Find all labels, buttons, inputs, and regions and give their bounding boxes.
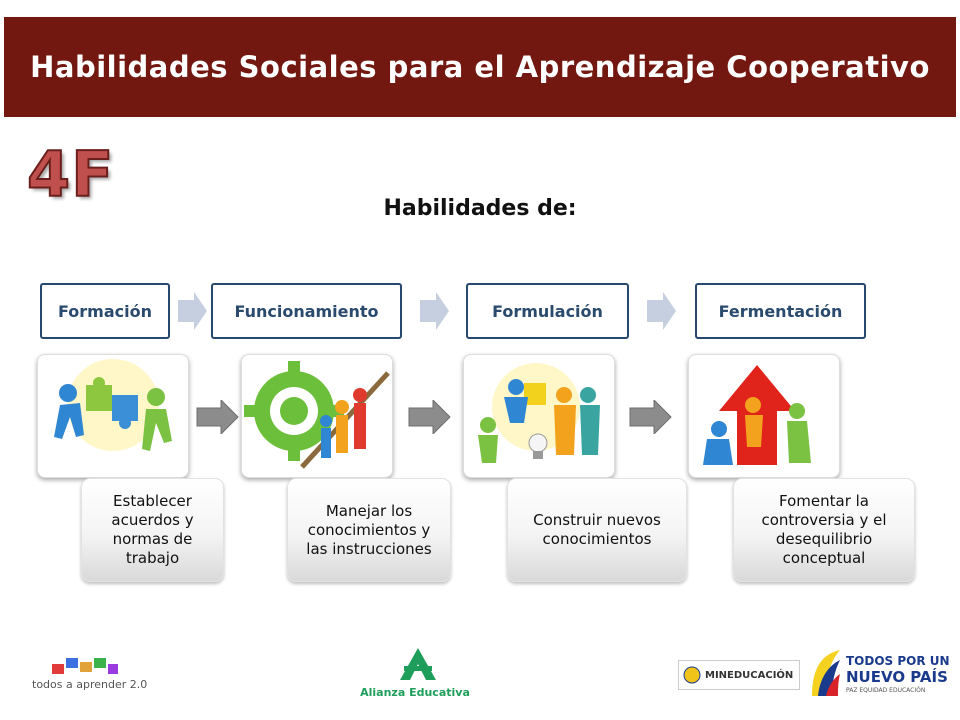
- page-title: Habilidades Sociales para el Aprendizaje Cooperativo: [30, 49, 930, 84]
- chevron-right-icon: [645, 292, 677, 330]
- arrow-right-icon: [195, 400, 239, 434]
- description-fermentacion: Fomentar la controversia y el desequilibrio conceptual: [733, 478, 915, 582]
- mineducacion-logo: [678, 660, 800, 690]
- alianza-educativa-logo: [360, 646, 470, 702]
- logo-center-text: Alianza Educativa: [360, 686, 470, 699]
- growth-arrow-illustration: [688, 354, 840, 478]
- team-ideas-illustration: [463, 354, 615, 478]
- logo-right-1-text: MINEDUCACIÓN: [705, 669, 794, 681]
- gear-figures-illustration: [241, 354, 393, 478]
- todos-a-aprender-logo: [32, 654, 148, 702]
- stage-formacion: Formación: [40, 283, 170, 339]
- stage-funcionamiento: Funcionamiento: [211, 283, 402, 339]
- logo-right-2c-text: PAZ EQUIDAD EDUCACIÓN: [846, 687, 926, 694]
- description-formulacion: Construir nuevos conocimientos: [507, 478, 687, 582]
- puzzle-teamwork-illustration: [37, 354, 189, 478]
- description-funcionamiento: Manejar los conocimientos y las instrucciones: [287, 478, 451, 582]
- todos-por-un-nuevo-pais-logo: [808, 648, 950, 700]
- arrow-right-icon: [407, 400, 451, 434]
- logo-left-text: todos a aprender 2.0: [32, 678, 148, 691]
- chevron-right-icon: [176, 292, 208, 330]
- logo-right-2b-text: NUEVO PAÍS: [846, 668, 948, 686]
- logo-right-2a-text: TODOS POR UN: [846, 654, 950, 668]
- stage-formulacion: Formulación: [466, 283, 629, 339]
- stage-fermentacion: Fermentación: [695, 283, 866, 339]
- 4f-badge: 4F: [27, 138, 115, 211]
- description-formacion: Establecer acuerdos y normas de trabajo: [81, 478, 224, 582]
- arrow-right-icon: [628, 400, 672, 434]
- title-banner: [4, 17, 956, 117]
- section-subtitle: Habilidades de:: [383, 196, 577, 221]
- chevron-right-icon: [418, 292, 450, 330]
